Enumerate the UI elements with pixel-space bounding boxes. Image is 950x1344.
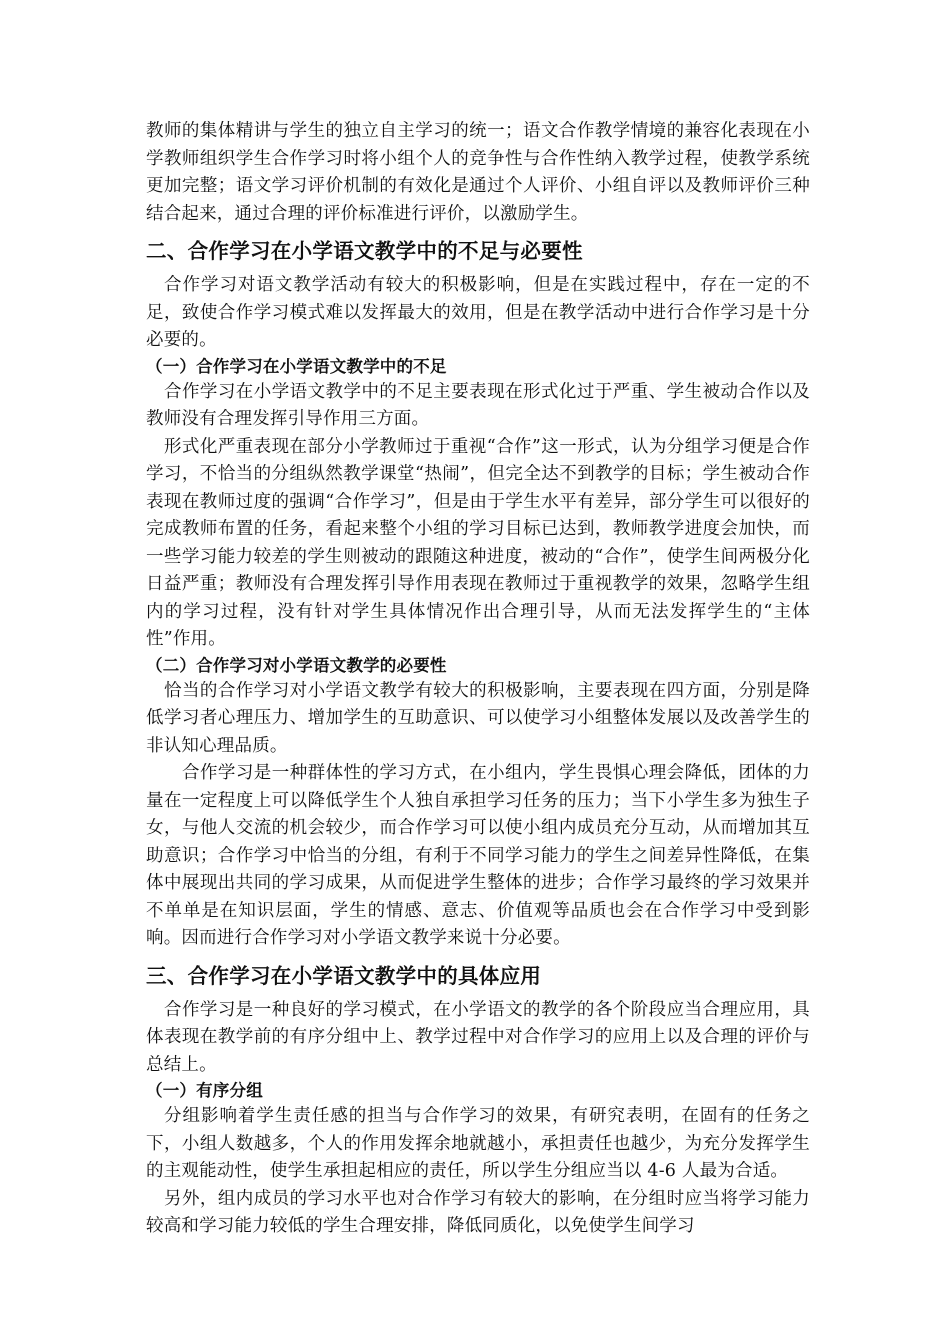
paragraph-section2-2-a: 恰当的合作学习对小学语文教学有较大的积极影响，主要表现在四方面，分别是降低学习者心理压力、增加学生的互助意识、可以使学习小组整体发展以及改善学生的非认知心理品质。 bbox=[146, 680, 810, 756]
paragraph-intro: 教师的集体精讲与学生的独立自主学习的统一；语文合作教学情境的兼容化表现在小学教师组织学生合作学习时将小组个人的竞争性与合作性纳入教学过程，使教学系统更加完整；语文学习评价机制的有效化是通过个人评价、小组自评以及教师评价三种结合起来，通过合理的评价标准进行评价，以激励学生。 bbox=[146, 121, 810, 224]
subsection-heading-2-1: （一）合作学习在小学语文教学中的不足 bbox=[146, 356, 447, 376]
section-heading-3: 三、合作学习在小学语文教学中的具体应用 bbox=[146, 963, 542, 988]
paragraph-section3-1-a: 分组影响着学生责任感的担当与合作学习的效果，有研究表明，在固有的任务之下，小组人数越多，个人的作用发挥余地就越小，承担责任也越少，为充分发挥学生的主观能动性，使学生承担起相应的责任，所以学生分组应当以 4-6 人最为合适。 bbox=[146, 1106, 810, 1181]
paragraph-section2-2-b: 合作学习是一种群体性的学习方式，在小组内，学生畏惧心理会降低，团体的力量在一定程度上可以降低学生个人独自承担学习任务的压力；当下小学生多为独生子女，与他人交流的机会较少，而合作学习可以使小组内成员充分互动，从而增加其互助意识；合作学习中恰当的分组，有利于不同学习能力的学生之间差异性降低，在集体中展现出共同的学习成果，从而促进学生整体的进步；合作学习最终的学习效果并不单单是在知识层面，学生的情感、意志、价值观等品质也会在合作学习中受到影响。因而进行合作学习对小学语文教学来说十分必要。 bbox=[146, 763, 810, 948]
subsection-heading-2-2: （二）合作学习对小学语文教学的必要性 bbox=[146, 655, 447, 675]
paragraph-section2-1-a: 合作学习在小学语文教学中的不足主要表现在形式化过于严重、学生被动合作以及教师没有合理发挥引导作用三方面。 bbox=[146, 381, 810, 429]
document-body bbox=[146, 118, 810, 1241]
paragraph-section3-1-b: 另外，组内成员的学习水平也对合作学习有较大的影响，在分组时应当将学习能力较高和学习能力较低的学生合理安排，降低同质化，以免使学生间学习 bbox=[146, 1188, 810, 1236]
subsection-heading-3-1: （一）有序分组 bbox=[146, 1081, 263, 1100]
paragraph-section2-intro: 合作学习对语文教学活动有较大的积极影响，但是在实践过程中，存在一定的不足，致使合作学习模式难以发挥最大的效用，但是在教学活动中进行合作学习是十分必要的。 bbox=[146, 275, 810, 350]
paragraph-section2-1-b: 形式化严重表现在部分小学教师过于重视“合作”这一形式，认为分组学习便是合作学习，不恰当的分组纵然教学课堂“热闹”，但完全达不到教学的目标；学生被动合作表现在教师过度的强调“合作学习”，但是由于学生水平有差异，部分学生可以很好的完成教师布置的任务，看起来整个小组的学习目标已达到，教师教学进度会加快，而一些学习能力较差的学生则被动的跟随这种进度，被动的“合作”，使学生间两极分化日益严重；教师没有合理发挥引导作用表现在教师过于重视教学的效果，忽略学生组内的学习过程，没有针对学生具体情况作出合理引导，从而无法发挥学生的“主体性”作用。 bbox=[146, 436, 810, 649]
section-heading-2: 二、合作学习在小学语文教学中的不足与必要性 bbox=[146, 239, 583, 263]
paragraph-section3-intro: 合作学习是一种良好的学习模式，在小学语文的教学的各个阶段应当合理应用，具体表现在教学前的有序分组中上、教学过程中对合作学习的应用上以及合理的评价与总结上。 bbox=[146, 999, 810, 1075]
